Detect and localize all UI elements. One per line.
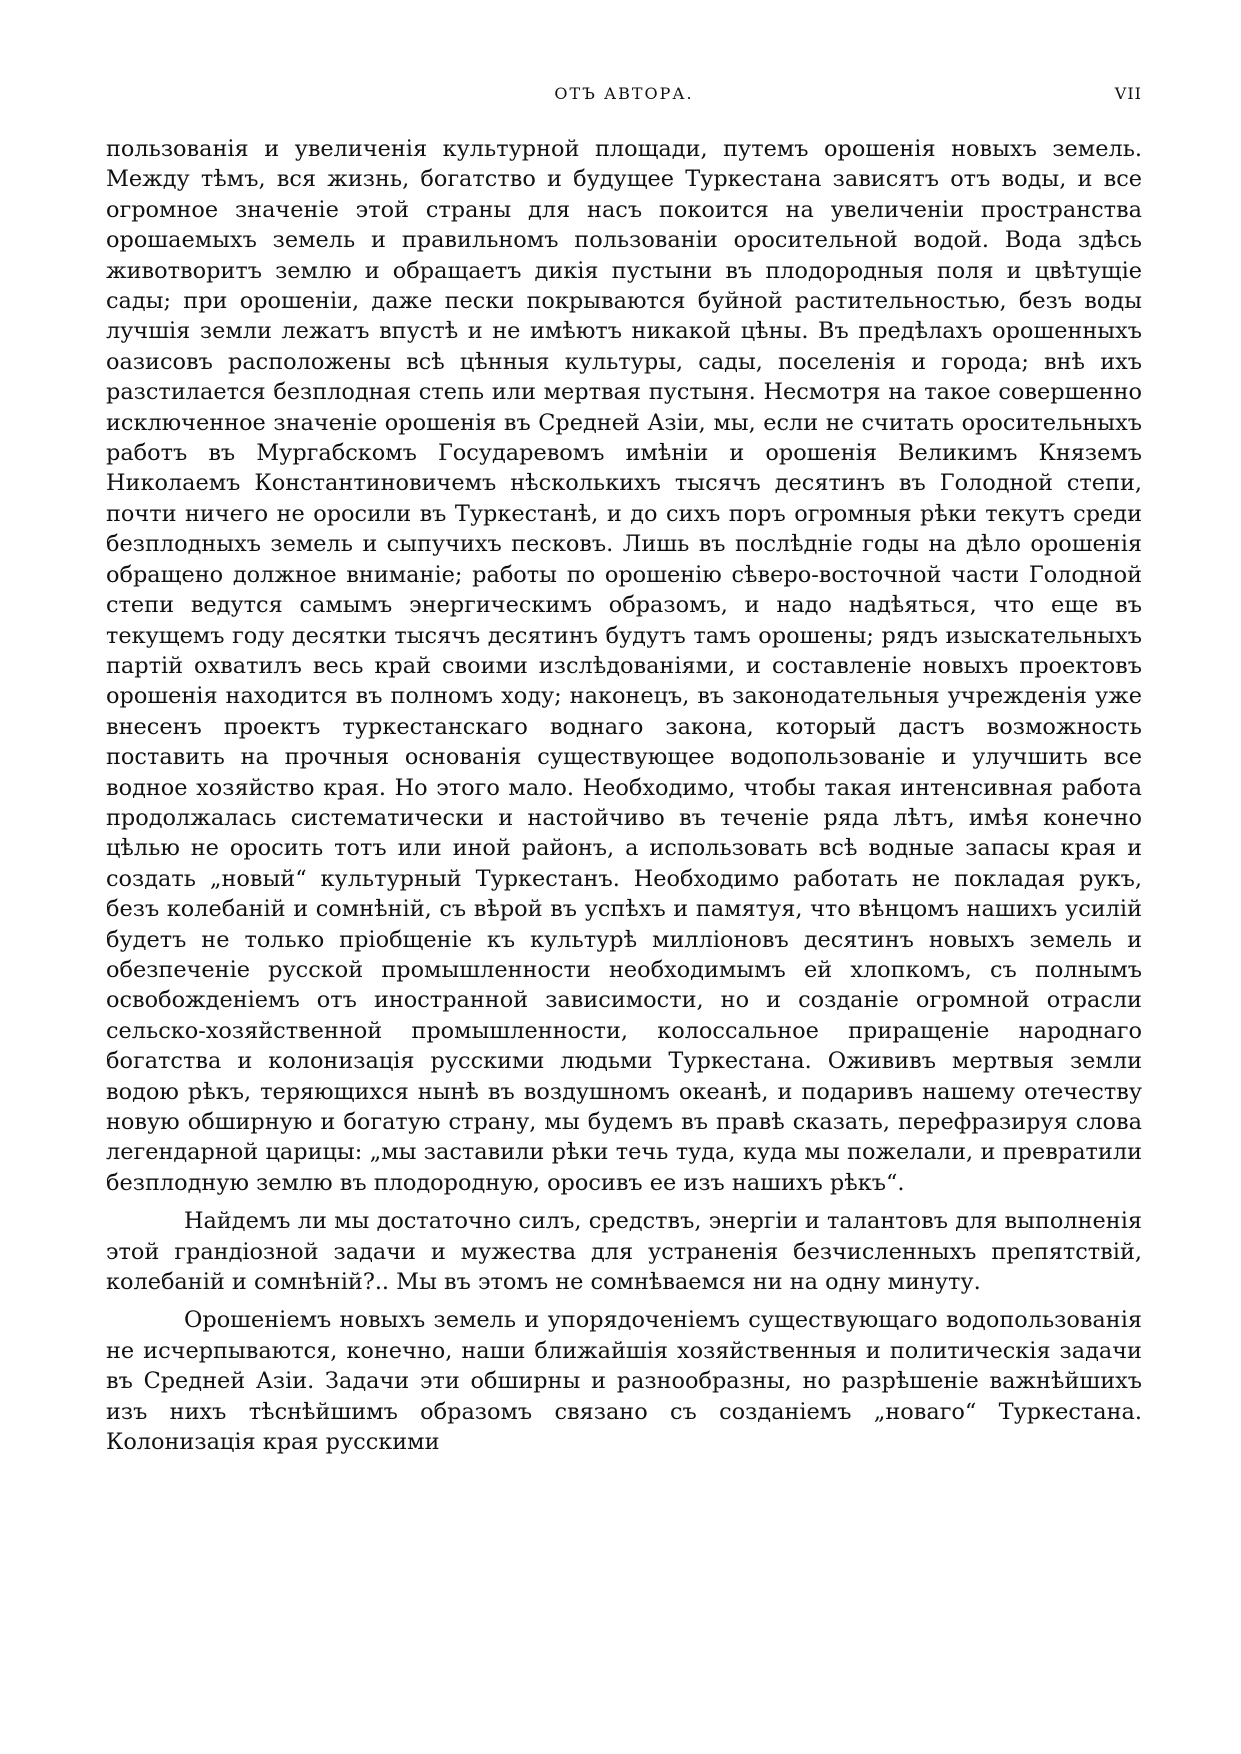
running-head <box>106 84 1142 108</box>
paragraph-2: Найдемъ ли мы достаточно силъ, средствъ, энергіи и талантовъ для выполненія этой грандіозной задачи и мужества для устраненія безчисленныхъ препятствій, колебаній и сомнѣній?.. Мы въ этомъ не сомнѣваемся ни на одну минуту. <box>106 1208 1142 1296</box>
page-number: VII <box>1114 84 1142 103</box>
paragraph-1: пользованія и увеличенія культурной площади, путемъ орошенія новыхъ земель. Между тѣмъ, вся жизнь, богатство и будущее Туркестана зависятъ отъ воды, и все огромное значеніе этой страны для насъ покоится на увеличеніи пространства орошаемыхъ земель и правильномъ пользованіи оросительной водой. Вода здѣсь животворитъ землю и обращаетъ дикія пустыни въ плодородныя поля и цвѣтущіе сады; при орошеніи, даже пески покрываются буйной растительностью, безъ воды лучшія земли лежатъ впустѣ и не имѣютъ никакой цѣны. Въ предѣлахъ орошенныхъ оазисовъ расположены всѣ цѣнныя культуры, сады, поселенія и города; внѣ ихъ разстилается безплодная степь или мертвая пустыня. Несмотря на такое совершенно исключенное значеніе орошенія въ Средней Азіи, мы, если не считать оросительныхъ работъ въ Мургабскомъ Государевомъ имѣніи и орошенія Великимъ Княземъ Николаемъ Константиновичемъ нѣсколькихъ тысячъ десятинъ въ Голодной степи, почти ничего не оросили въ Туркестанѣ, и до сихъ поръ огромныя рѣки текутъ среди безплодныхъ земель и сыпучихъ песковъ. Лишь въ послѣдніе годы на дѣло орошенія обращено должное вниманіе; работы по орошенію сѣверо-восточной части Голодной степи ведутся самымъ энергическимъ образомъ, и надо надѣяться, что еще въ текущемъ году десятки тысячъ десятинъ будутъ тамъ орошены; рядъ изыскательныхъ партій охватилъ весь край своими изслѣдованіями, и составленіе новыхъ проектовъ орошенія находится въ полномъ ходу; наконецъ, въ законодательныя учрежденія уже внесенъ проектъ туркестанскаго воднаго закона, который дастъ возможность поставить на прочныя основанія существующее водопользованіе и улучшить все водное хозяйство края. Но этого мало. Необходимо, чтобы такая интенсивная работа продолжалась систематически и настойчиво въ теченіе ряда лѣтъ, имѣя конечно цѣлью не оросить тотъ или иной районъ, а использовать всѣ водные запасы края и создать „новый“ культурный Туркестанъ. Необходимо работать не покладая рукъ, безъ колебаній и сомнѣній, съ вѣрой въ успѣхъ и памятуя, что вѣнцомъ нашихъ усилій будетъ не только пріобщеніе къ культурѣ милліоновъ десятинъ новыхъ земель и обезпеченіе русской промышленности необходимымъ ей хлопкомъ, съ полнымъ освобожденіемъ отъ иностранной зависимости, но и созданіе огромной отрасли сельско-хозяйственной промышленности, колоссальное приращеніе народнаго богатства и колонизація русскими людьми Туркестана. Ожививъ мертвыя земли водою рѣкъ, теряющихся нынѣ въ воздушномъ океанѣ, и подаривъ нашему отечеству новую обширную и богатую страну, мы будемъ въ правѣ сказать, перефразируя слова легендарной царицы: „мы заставили рѣки течь туда, куда мы пожелали, и превратили безплодную землю въ плодородную, оросивъ ее изъ нашихъ рѣкъ“. <box>106 136 1142 1196</box>
body-text <box>106 134 1142 1457</box>
paragraph-3: Орошеніемъ новыхъ земель и упорядоченіемъ существующаго водопользованія не исчерпываются, конечно, наши ближайшія хозяйственныя и политическія задачи въ Средней Азіи. Задачи эти обширны и разнообразны, но разрѣшеніе важнѣйшихъ изъ нихъ тѣснѣйшимъ образомъ связано съ созданіемъ „новаго“ Туркестана. Колонизація края русскими <box>106 1307 1142 1456</box>
running-title: ОТЪ АВТОРА. <box>554 84 694 103</box>
